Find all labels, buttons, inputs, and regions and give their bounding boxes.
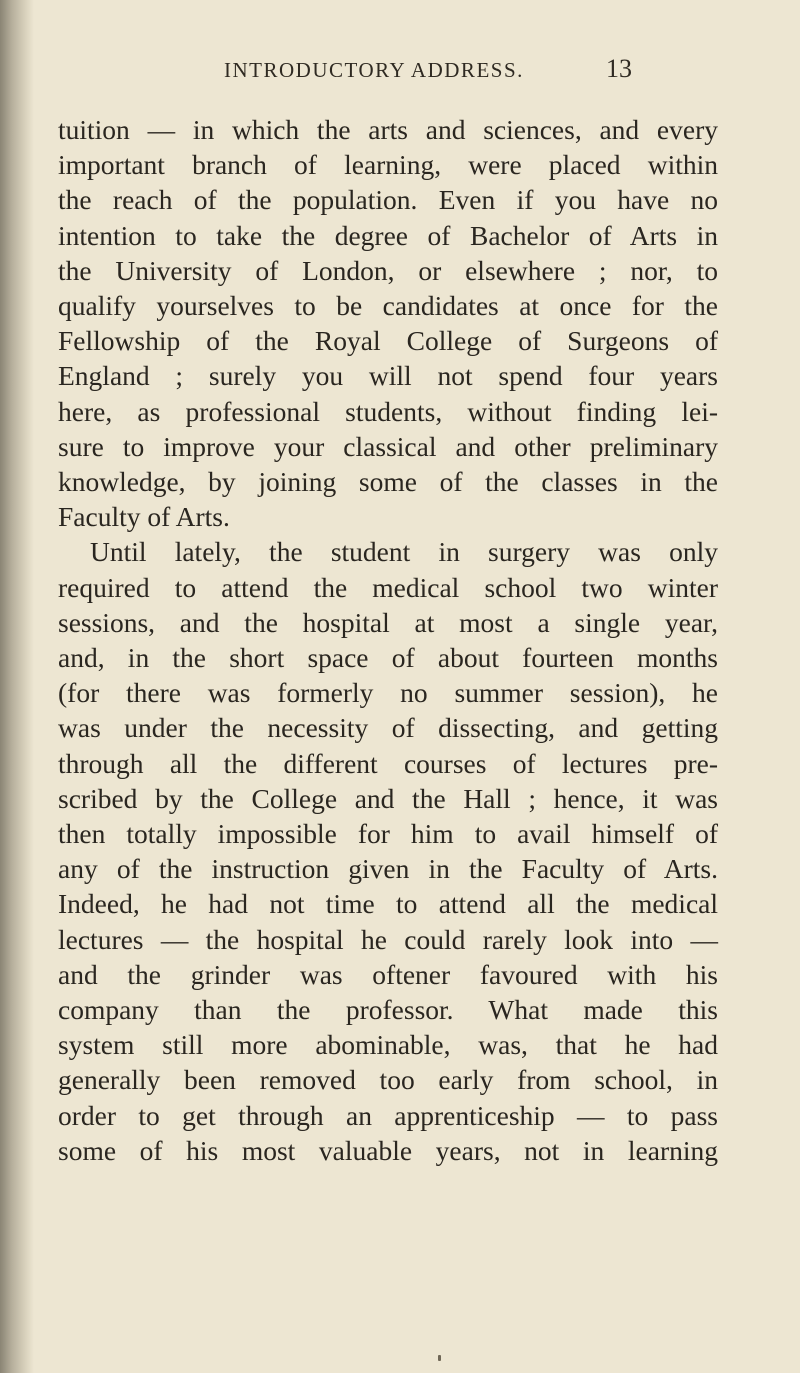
text-line: and, in the short space of about fourteen months: [58, 642, 718, 674]
text-line: here, as professional students, without finding lei-: [58, 395, 718, 427]
text-line: sure to improve your classical and other preliminary: [58, 430, 718, 462]
text-line: scribed by the College and the Hall ; hence, it was: [58, 782, 718, 814]
text-line: Indeed, he had not time to attend all the medical: [58, 888, 718, 920]
page-number: 13: [606, 54, 632, 83]
text-line: system still more abominable, was, that he had: [58, 1029, 718, 1061]
text-line: Fellowship of the Royal College of Surgeons of: [58, 325, 718, 357]
text-line: any of the instruction given in the Faculty of Arts.: [58, 853, 718, 885]
paragraph-start-line: Until lately, the student in surgery was only: [90, 536, 718, 568]
text-line: and the grinder was oftener favoured with his: [58, 958, 718, 990]
text-line: through all the different courses of lectures pre-: [58, 747, 718, 779]
text-line: sessions, and the hospital at most a single year,: [58, 606, 718, 638]
text-line: company than the professor. What made this: [58, 994, 718, 1026]
text-line: generally been removed too early from school, in: [58, 1064, 718, 1096]
text-line: was under the necessity of dissecting, and getting: [58, 712, 718, 744]
text-line: qualify yourselves to be candidates at once for the: [58, 290, 718, 322]
text-line: order to get through an apprenticeship — to pass: [58, 1099, 718, 1131]
text-line: (for there was formerly no summer session), he: [58, 677, 718, 709]
paragraph-end-line: Faculty of Arts.: [58, 501, 230, 533]
text-line: intention to take the degree of Bachelor of Arts in: [58, 219, 718, 251]
body-text: [58, 112, 718, 1168]
running-title: INTRODUCTORY ADDRESS.: [224, 58, 524, 82]
binding-shadow: [0, 0, 34, 1373]
text-line: England ; surely you will not spend four years: [58, 360, 718, 392]
text-line: tuition — in which the arts and sciences, and every: [58, 114, 718, 145]
text-line: then totally impossible for him to avail himself of: [58, 818, 718, 850]
text-line: the reach of the population. Even if you have no: [58, 184, 718, 216]
text-line: lectures — the hospital he could rarely look into —: [58, 923, 718, 955]
print-speck: [438, 1355, 441, 1361]
text-line: important branch of learning, were placed within: [58, 149, 718, 181]
text-line: some of his most valuable years, not in learning: [58, 1134, 718, 1166]
text-line: required to attend the medical school two winter: [58, 571, 718, 603]
text-line: the University of London, or elsewhere ; nor, to: [58, 254, 718, 286]
text-line: knowledge, by joining some of the classes in the: [58, 466, 718, 498]
